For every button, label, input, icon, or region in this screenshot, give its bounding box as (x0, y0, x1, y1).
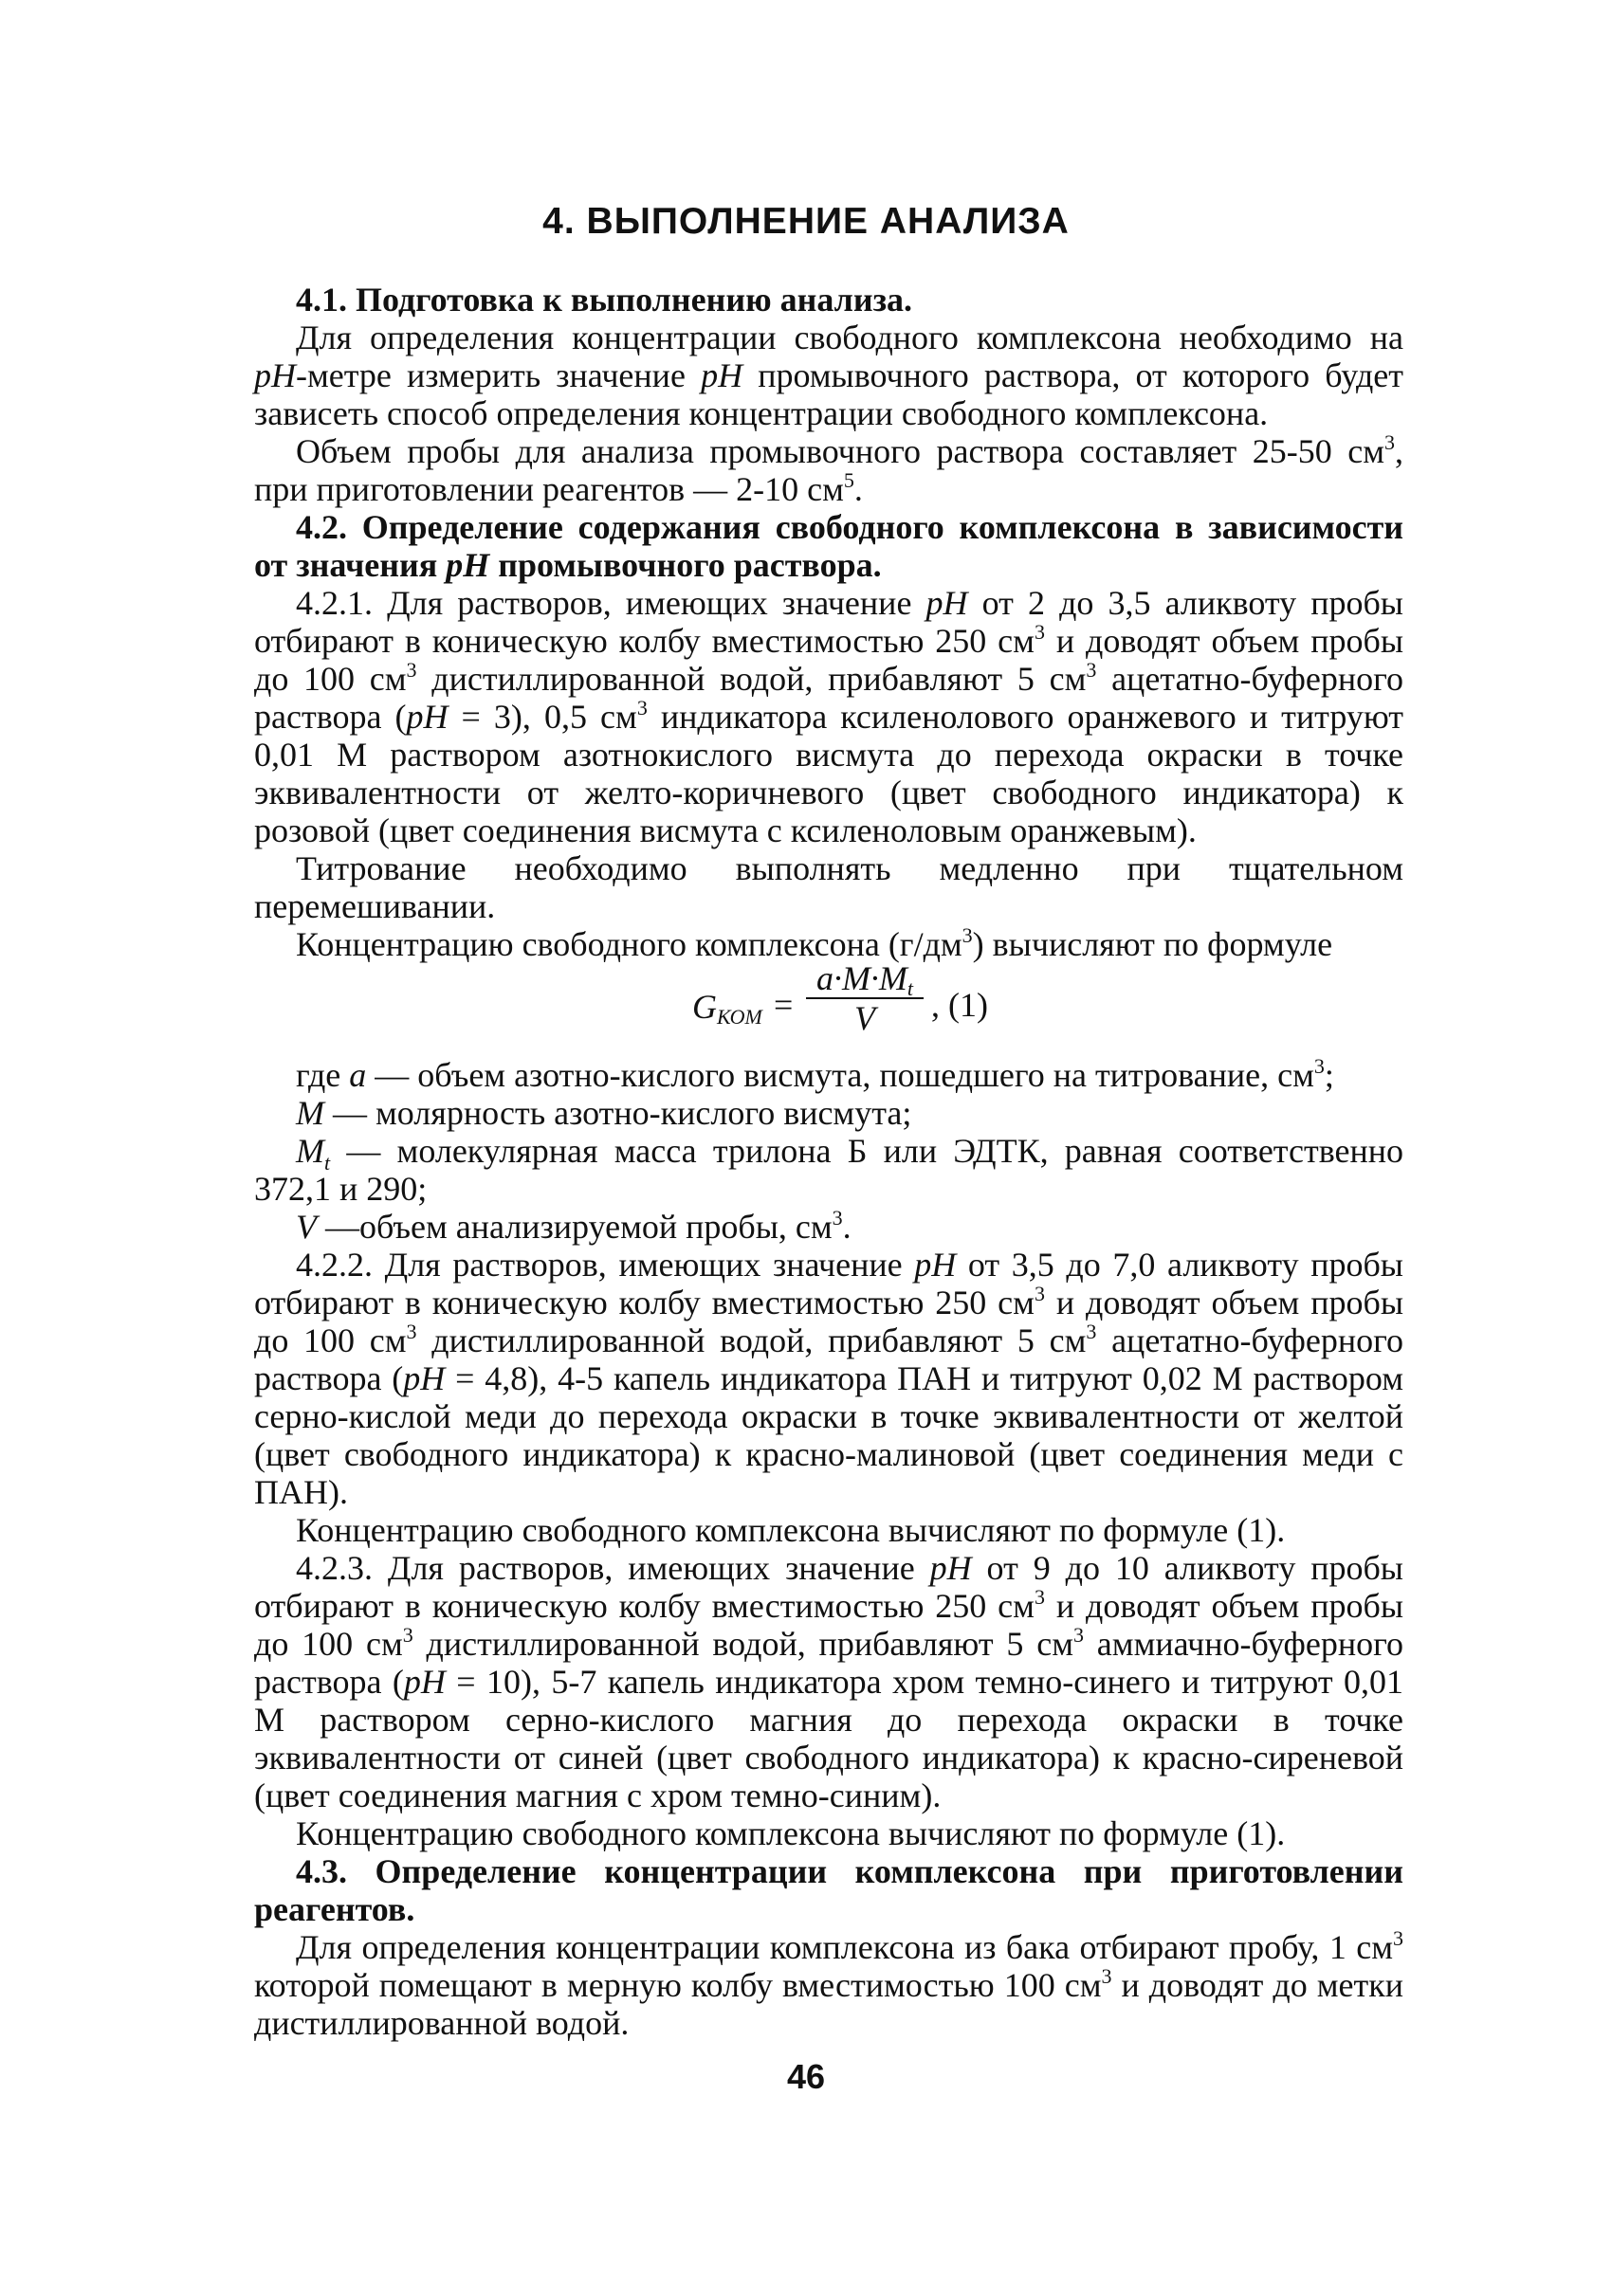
paragraph-titration-note: Титрование необходимо выполнять медленно при тщательном перемешивании. (254, 849, 1403, 925)
subsection-heading-4-2: 4.2. Определение содержания свободного комплексона в зависимости от значения pH промывочного раствора. (254, 508, 1403, 584)
where-m: M — молярность азотно-кислого висмута; (296, 1094, 912, 1132)
formula-denominator: V (854, 999, 875, 1037)
where-a: где a — объем азотно-кислого висмута, пошедшего на титрование, $см^3$; (296, 1054, 1334, 1094)
page-number: 46 (786, 2057, 826, 2096)
formula-equals: = (774, 986, 794, 1024)
subsection-heading-4-3: 4.3. Определение концентрации комплексона при приготовлении реагентов. (254, 1852, 1403, 1928)
formula-number: , (1) (931, 986, 988, 1024)
paragraph-4-1-intro: Для определения концентрации свободного комплексона необходимо на pH-метре измерить значение pH промывочного раствора, от которого будет зависеть способ определения концентрации свободного комплексона. (254, 319, 1404, 432)
section-title: 4. ВЫПОЛНЕНИЕ АНАЛИЗА (542, 201, 1070, 242)
where-mt: $M_t$ — молекулярная масса трилона Б или ЭДТК, равная соответственно 372,1 и 290; (254, 1132, 1403, 1208)
formula-numerator: $a\cdot M\cdot M_t$ (815, 959, 914, 1000)
paragraph-concentration-formula-intro: Концентрацию свободного комплексона $(г/дм^3)$ вычисляют по формуле (296, 923, 1333, 963)
paragraph-4-2-2-conc: Концентрацию свободного комплексона вычисляют по формуле (1). (296, 1511, 1286, 1549)
paragraph-4-2-3: 4.2.3. Для растворов, имеющих значение pH от 9 до 10 аликвоту пробы отбирают в коническую колбу вместимостью 250 $см^3$ и доводят объем пробы до 100 $см^3$ дистиллированной водой, прибавляют 5 $см^3$ аммиачно-буферного раствора (pH = 10), 5-7 капель индикатора хром темно-синего и титруют 0,01 М раствором серно-кислого магния до перехода окраски в точке эквивалентности от синей (цвет свободного индикатора) к красно-сиреневой (цвет соединения магния с хром темно-синим). (254, 1549, 1404, 1814)
formula-fraction (802, 959, 927, 1037)
paragraph-4-2-1: 4.2.1. Для растворов, имеющих значение pH от 2 до 3,5 аликвоту пробы отбирают в коническую колбу вместимостью 250 $см^3$ и доводят объем пробы до 100 $см^3$ дистиллированной водой, прибавляют 5 $см^3$ ацетатно-буферного раствора (pH = 3), 0,5 $см^3$ индикатора ксиленолового оранжевого и титруют 0,01 М раствором азотнокислого висмута до перехода окраски в точке эквивалентности от желто-коричневого (цвет свободного индикатора) к розовой (цвет соединения висмута с ксиленоловым оранжевым). (254, 584, 1404, 849)
paragraph-4-1-volume: Объем пробы для анализа промывочного раствора составляет 25-50 $см^3$, при приготовлении реагентов — 2-10 $см^5$. (254, 430, 1403, 508)
paragraph-4-2-2: 4.2.2. Для растворов, имеющих значение pH от 3,5 до 7,0 аликвоту пробы отбирают в коническую колбу вместимостью 250 $см^3$ и доводят объем пробы до 100 $см^3$ дистиллированной водой, прибавляют 5 $см^3$ ацетатно-буферного раствора (pH = 4,8), 4-5 капель индикатора ПАН и титруют 0,02 М раствором серно-кислой меди до перехода окраски в точке эквивалентности от желтой (цвет свободного индикатора) к красно-малиновой (цвет соединения меди с ПАН). (254, 1246, 1404, 1511)
formula-1 (254, 959, 1403, 1052)
formula-lhs: $G_{КОМ}$ (692, 988, 762, 1029)
paragraph-4-2-3-conc: Концентрацию свободного комплексона вычисляют по формуле (1). (296, 1814, 1286, 1852)
paragraph-4-3: Для определения концентрации комплексона из бака отбирают пробу, 1 $см^3$ которой помещают в мерную колбу вместимостью 100 $см^3$ и доводят до метки дистиллированной водой. (254, 1926, 1403, 2042)
where-v: V —объем анализируемой пробы, $см^3$. (296, 1206, 852, 1246)
body-text (254, 281, 1403, 2042)
subsection-heading-4-1: 4.1. Подготовка к выполнению анализа. (296, 281, 913, 319)
